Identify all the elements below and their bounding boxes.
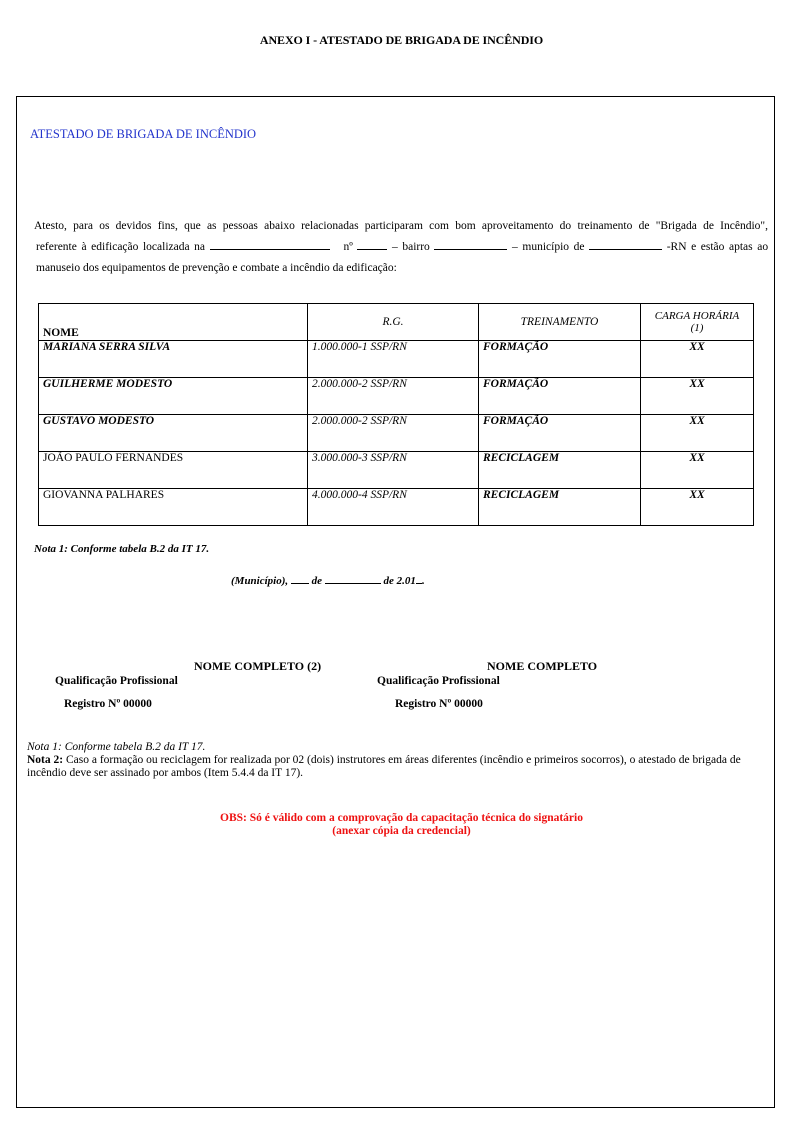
intro-text-number: nº — [343, 241, 353, 253]
note-2-text: Caso a formação ou reciclagem for realizada por 02 (dois) instrutores em áreas diferentes (incêndio e primeiros socorros), o atestado de brigada de incêndio deve ser assinado por ambos (Item 5.4.4 da IT 17). — [27, 754, 741, 779]
note-2-label: Nota 2: — [27, 754, 64, 766]
cell-training: FORMAÇÃO — [479, 415, 641, 452]
table-row — [39, 378, 754, 415]
header-rg: R.G. — [308, 304, 479, 341]
intro-line-2 — [34, 237, 768, 258]
blank-day-field[interactable] — [291, 574, 309, 584]
intro-text-bairro: – bairro — [392, 241, 430, 253]
date-line — [231, 574, 425, 587]
brigade-table — [38, 303, 754, 526]
date-de: de — [311, 575, 323, 587]
blank-month-field[interactable] — [325, 574, 381, 584]
intro-text-rn: -RN e estão aptas ao — [666, 241, 769, 253]
cell-name: GUILHERME MODESTO — [39, 378, 308, 415]
cell-name: JOÃO PAULO FERNANDES — [39, 452, 308, 489]
cell-hours: XX — [641, 341, 754, 378]
header-hours-note: (1) — [690, 322, 704, 334]
blank-address-field[interactable] — [210, 240, 330, 250]
cell-name: GIOVANNA PALHARES — [39, 489, 308, 526]
intro-text-location: referente à edificação localizada na — [36, 241, 206, 253]
table-row — [39, 452, 754, 489]
intro-text-municipio: – município de — [512, 241, 585, 253]
cell-rg: 2.000.000-2 SSP/RN — [308, 415, 479, 452]
cell-training: FORMAÇÃO — [479, 378, 641, 415]
date-end: . — [421, 575, 425, 587]
date-year: de 2.01 — [383, 575, 416, 587]
obs-line-1: OBS: Só é válido com a comprovação da capacitação técnica do signatário — [220, 812, 583, 824]
signature-1-name: NOME COMPLETO (2) — [194, 659, 322, 673]
cell-training: RECICLAGEM — [479, 489, 641, 526]
certificate-subtitle: ATESTADO DE BRIGADA DE INCÊNDIO — [30, 127, 257, 141]
table-row — [39, 489, 754, 526]
intro-line-3: manuseio dos equipamentos de prevenção e combate a incêndio da edificação: — [36, 262, 397, 274]
obs-line-2: (anexar cópia da credencial) — [332, 825, 471, 837]
table-footnote: Nota 1: Conforme tabela B.2 da IT 17. — [34, 543, 210, 555]
cell-hours: XX — [641, 415, 754, 452]
header-name: NOME — [39, 304, 308, 341]
signature-1-qualification: Qualificação Profissional — [55, 675, 178, 687]
note-2 — [27, 754, 771, 780]
document-title: ANEXO I - ATESTADO DE BRIGADA DE INCÊNDIO — [259, 33, 544, 47]
table-row — [39, 415, 754, 452]
blank-municipio-field[interactable] — [589, 240, 662, 250]
table-header-row — [39, 304, 754, 341]
blank-number-field[interactable] — [357, 240, 387, 250]
signature-2-qualification: Qualificação Profissional — [377, 675, 500, 687]
signature-2-registry: Registro Nº 00000 — [395, 698, 483, 710]
header-hours-label: CARGA HORÁRIA — [654, 310, 740, 322]
cell-rg: 4.000.000-4 SSP/RN — [308, 489, 479, 526]
signature-1-registry: Registro Nº 00000 — [64, 698, 152, 710]
cell-hours: XX — [641, 378, 754, 415]
note-1: Nota 1: Conforme tabela B.2 da IT 17. — [27, 741, 206, 753]
signature-2-name: NOME COMPLETO — [487, 659, 598, 673]
notes-section — [27, 741, 771, 780]
cell-rg: 2.000.000-2 SSP/RN — [308, 378, 479, 415]
date-municipio: (Município), — [231, 575, 289, 587]
intro-line-1: Atesto, para os devidos fins, que as pessoas abaixo relacionadas participaram com bom aproveitamento do treinamento de "Brigada de Incêndio", — [34, 220, 768, 232]
cell-name: GUSTAVO MODESTO — [39, 415, 308, 452]
intro-paragraph — [34, 216, 768, 279]
header-training: TREINAMENTO — [479, 304, 641, 341]
cell-hours: XX — [641, 489, 754, 526]
blank-bairro-field[interactable] — [434, 240, 507, 250]
cell-training: FORMAÇÃO — [479, 341, 641, 378]
cell-rg: 3.000.000-3 SSP/RN — [308, 452, 479, 489]
header-hours — [641, 304, 754, 341]
cell-training: RECICLAGEM — [479, 452, 641, 489]
cell-hours: XX — [641, 452, 754, 489]
table-row — [39, 341, 754, 378]
cell-rg: 1.000.000-1 SSP/RN — [308, 341, 479, 378]
cell-name: MARIANA SERRA SILVA — [39, 341, 308, 378]
obs-warning — [0, 812, 803, 838]
